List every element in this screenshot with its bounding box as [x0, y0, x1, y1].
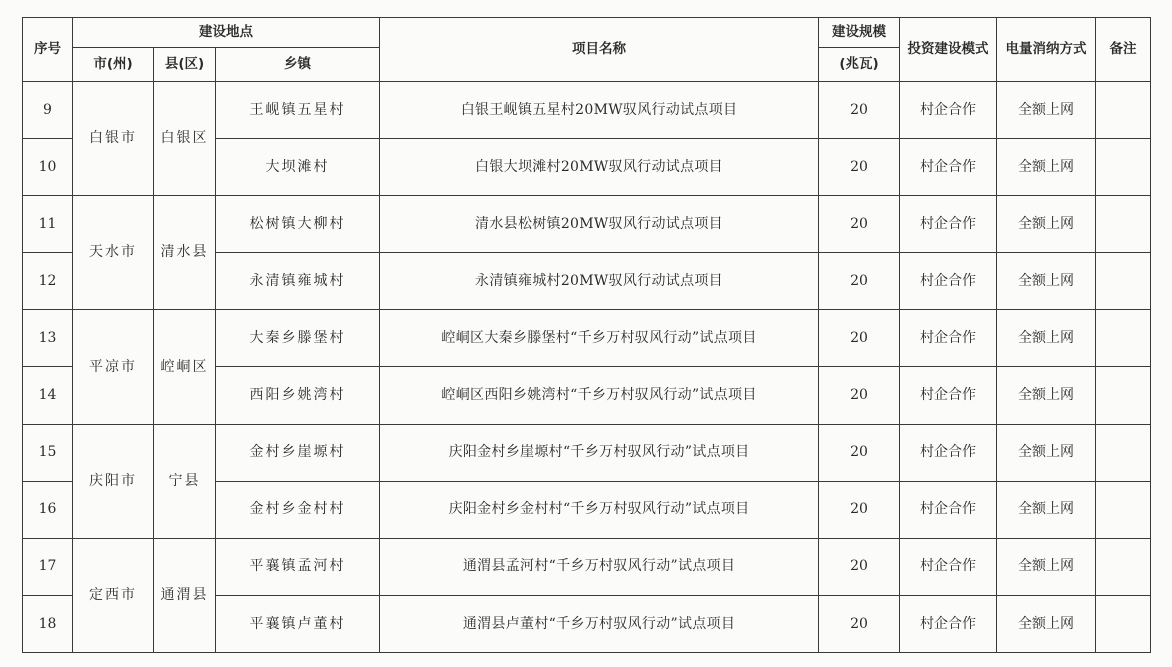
cell-consumption-mode: 全额上网 — [997, 538, 1096, 595]
cell-investment-mode: 村企合作 — [900, 253, 997, 310]
cell-city: 天水市 — [73, 196, 154, 310]
cell-investment-mode: 村企合作 — [900, 139, 997, 196]
cell-scale: 20 — [819, 367, 900, 424]
cell-consumption-mode: 全额上网 — [997, 367, 1096, 424]
header-consumption-mode: 电量消纳方式 — [997, 18, 1096, 82]
cell-project-name: 永清镇雍城村20MW驭风行动试点项目 — [380, 253, 819, 310]
cell-investment-mode: 村企合作 — [900, 538, 997, 595]
table-header — [23, 18, 1151, 82]
cell-project-name: 白银王岘镇五星村20MW驭风行动试点项目 — [380, 82, 819, 139]
header-index: 序号 — [23, 18, 73, 82]
cell-consumption-mode: 全额上网 — [997, 310, 1096, 367]
table-row — [23, 196, 1151, 253]
cell-county: 通渭县 — [154, 538, 216, 652]
cell-scale: 20 — [819, 82, 900, 139]
cell-remark — [1096, 424, 1151, 481]
header-county: 县(区) — [154, 48, 216, 82]
cell-city: 庆阳市 — [73, 424, 154, 538]
cell-index: 11 — [23, 196, 73, 253]
cell-consumption-mode: 全额上网 — [997, 481, 1096, 538]
cell-remark — [1096, 595, 1151, 652]
cell-town: 王岘镇五星村 — [216, 82, 380, 139]
cell-project-name: 庆阳金村乡金村村“千乡万村驭风行动”试点项目 — [380, 481, 819, 538]
cell-investment-mode: 村企合作 — [900, 82, 997, 139]
cell-investment-mode: 村企合作 — [900, 595, 997, 652]
cell-scale: 20 — [819, 538, 900, 595]
cell-remark — [1096, 367, 1151, 424]
table-row — [23, 538, 1151, 595]
header-remarks: 备注 — [1096, 18, 1151, 82]
cell-index: 14 — [23, 367, 73, 424]
cell-town: 金村乡金村村 — [216, 481, 380, 538]
table-row — [23, 424, 1151, 481]
cell-scale: 20 — [819, 253, 900, 310]
cell-remark — [1096, 139, 1151, 196]
cell-remark — [1096, 253, 1151, 310]
cell-project-name: 清水县松树镇20MW驭风行动试点项目 — [380, 196, 819, 253]
cell-index: 18 — [23, 595, 73, 652]
cell-consumption-mode: 全额上网 — [997, 595, 1096, 652]
cell-town: 松树镇大柳村 — [216, 196, 380, 253]
cell-investment-mode: 村企合作 — [900, 196, 997, 253]
cell-consumption-mode: 全额上网 — [997, 253, 1096, 310]
cell-town: 大秦乡滕堡村 — [216, 310, 380, 367]
cell-scale: 20 — [819, 424, 900, 481]
cell-county: 清水县 — [154, 196, 216, 310]
cell-scale: 20 — [819, 139, 900, 196]
cell-remark — [1096, 481, 1151, 538]
cell-index: 12 — [23, 253, 73, 310]
cell-project-name: 通渭县孟河村“千乡万村驭风行动”试点项目 — [380, 538, 819, 595]
cell-scale: 20 — [819, 310, 900, 367]
table-row — [23, 82, 1151, 139]
cell-remark — [1096, 310, 1151, 367]
cell-remark — [1096, 82, 1151, 139]
table-body — [23, 82, 1151, 653]
cell-remark — [1096, 196, 1151, 253]
cell-county: 宁县 — [154, 424, 216, 538]
header-town: 乡镇 — [216, 48, 380, 82]
cell-consumption-mode: 全额上网 — [997, 82, 1096, 139]
header-investment-mode: 投资建设模式 — [900, 18, 997, 82]
cell-index: 16 — [23, 481, 73, 538]
cell-investment-mode: 村企合作 — [900, 310, 997, 367]
cell-project-name: 庆阳金村乡崖塬村“千乡万村驭风行动”试点项目 — [380, 424, 819, 481]
project-table — [22, 17, 1151, 653]
cell-county: 崆峒区 — [154, 310, 216, 424]
header-city: 市(州) — [73, 48, 154, 82]
cell-investment-mode: 村企合作 — [900, 424, 997, 481]
cell-scale: 20 — [819, 595, 900, 652]
cell-remark — [1096, 538, 1151, 595]
cell-index: 15 — [23, 424, 73, 481]
cell-project-name: 崆峒区大秦乡滕堡村“千乡万村驭风行动”试点项目 — [380, 310, 819, 367]
cell-town: 大坝滩村 — [216, 139, 380, 196]
cell-scale: 20 — [819, 196, 900, 253]
table-row — [23, 310, 1151, 367]
cell-project-name: 白银大坝滩村20MW驭风行动试点项目 — [380, 139, 819, 196]
cell-project-name: 通渭县卢董村“千乡万村驭风行动”试点项目 — [380, 595, 819, 652]
cell-consumption-mode: 全额上网 — [997, 424, 1096, 481]
cell-project-name: 崆峒区西阳乡姚湾村“千乡万村驭风行动”试点项目 — [380, 367, 819, 424]
header-scale: 建设规模 — [819, 18, 900, 48]
cell-city: 定西市 — [73, 538, 154, 652]
cell-city: 白银市 — [73, 82, 154, 196]
cell-town: 平襄镇卢董村 — [216, 595, 380, 652]
cell-index: 10 — [23, 139, 73, 196]
header-project-name: 项目名称 — [380, 18, 819, 82]
cell-town: 永清镇雍城村 — [216, 253, 380, 310]
cell-index: 13 — [23, 310, 73, 367]
cell-town: 西阳乡姚湾村 — [216, 367, 380, 424]
cell-investment-mode: 村企合作 — [900, 367, 997, 424]
cell-consumption-mode: 全额上网 — [997, 139, 1096, 196]
cell-scale: 20 — [819, 481, 900, 538]
cell-town: 平襄镇孟河村 — [216, 538, 380, 595]
cell-index: 9 — [23, 82, 73, 139]
cell-city: 平凉市 — [73, 310, 154, 424]
header-scale-unit: (兆瓦) — [819, 48, 900, 82]
header-location: 建设地点 — [73, 18, 380, 48]
cell-town: 金村乡崖塬村 — [216, 424, 380, 481]
cell-investment-mode: 村企合作 — [900, 481, 997, 538]
cell-index: 17 — [23, 538, 73, 595]
cell-consumption-mode: 全额上网 — [997, 196, 1096, 253]
cell-county: 白银区 — [154, 82, 216, 196]
